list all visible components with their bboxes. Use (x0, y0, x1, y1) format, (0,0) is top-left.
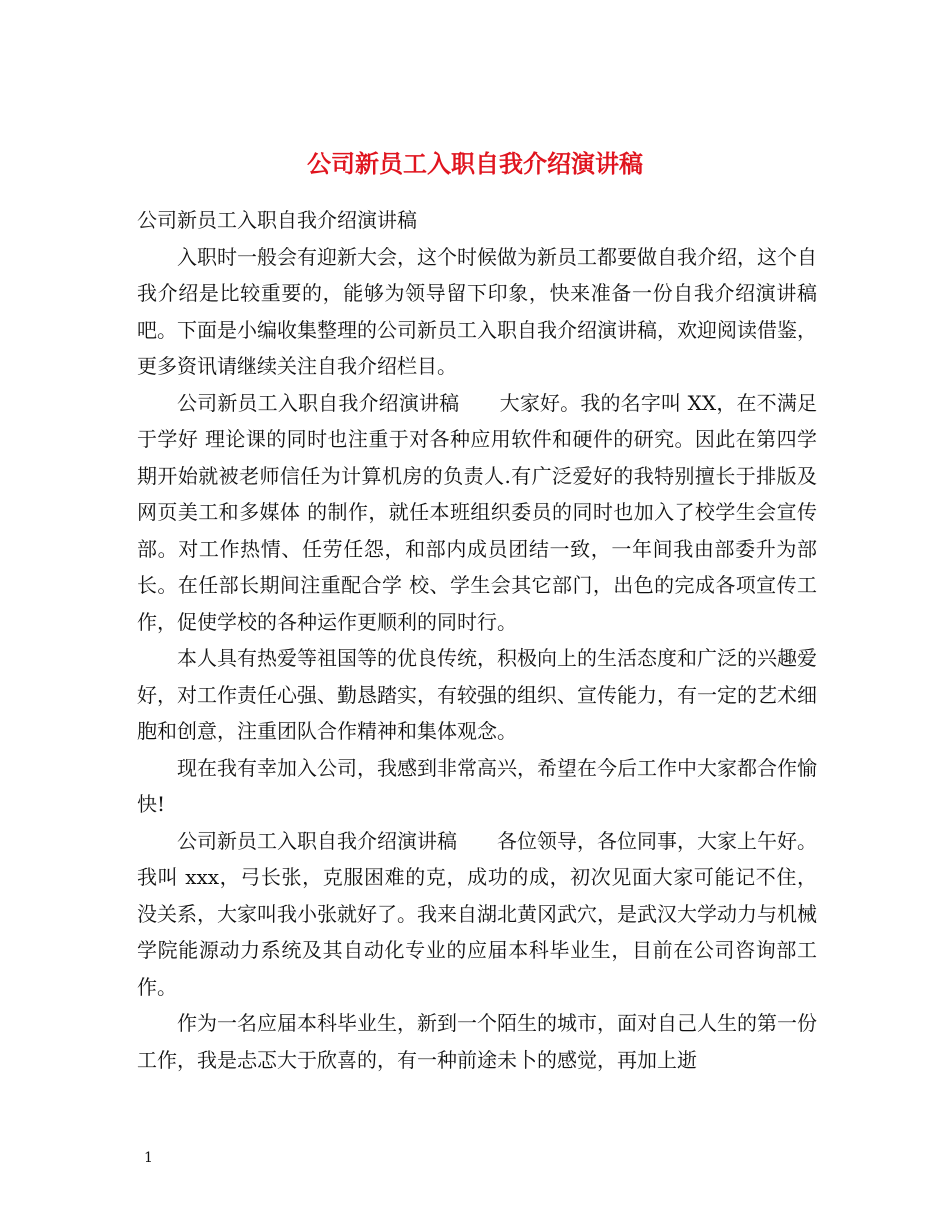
document-body (137, 202, 817, 1078)
document-subtitle: 公司新员工入职自我介绍演讲稿 (137, 208, 417, 232)
page-number: 1 (144, 1150, 153, 1166)
paragraph-graduate: 作为一名应届本科毕业生，新到一个陌生的城市，面对自己人生的第一份工作，我是忐忑大于欣喜的，有一种前途未卜的感觉，再加上逝 (137, 1011, 817, 1072)
paragraph-speech-2: 公司新员工入职自我介绍演讲稿 各位领导，各位同事，大家上午好。我叫 xxx，弓长张，克服困难的克，成功的成，初次见面大家可能记不住，没关系，大家叫我小张就好了。我来自湖北黄冈武穴，是武汉大学动力与机械学院能源动力系统及其自动化专业的应届本科毕业生，目前在公司咨询部工作。 (137, 828, 817, 999)
paragraph-personal-qualities: 本人具有热爱等祖国等的优良传统，积极向上的生活态度和广泛的兴趣爱好，对工作责任心强、勤恳踏实，有较强的组织、宣传能力，有一定的艺术细胞和创意，注重团队合作精神和集体观念。 (137, 646, 817, 743)
paragraph-speech-1: 公司新员工入职自我介绍演讲稿 大家好。我的名字叫 XX，在不满足于学好 理论课的同时也注重于对各种应用软件和硬件的研究。因此在第四学期开始就被老师信任为计算机房的负责人.有广泛爱好的我特别擅长于排版及网页美工和多媒体 的制作，就任本班组织委员的同时也加入了校学生会宣传部。对工作热情、任劳任怨，和部内成员团结一致，一年间我由部委升为部长。在任部长期间注重配合学 校、学生会其它部门，出色的完成各项宣传工作，促使学校的各种运作更顺利的同时行。 (137, 390, 817, 634)
paragraph-intro: 入职时一般会有迎新大会，这个时候做为新员工都要做自我介绍，这个自我介绍是比较重要的，能够为领导留下印象，快来准备一份自我介绍演讲稿吧。下面是小编收集整理的公司新员工入职自我介绍演讲稿，欢迎阅读借鉴，更多资讯请继续关注自我介绍栏目。 (137, 244, 817, 378)
paragraph-joining: 现在我有幸加入公司，我感到非常高兴，希望在今后工作中大家都合作愉快! (137, 755, 817, 816)
document-title: 公司新员工入职自我介绍演讲稿 (307, 149, 643, 179)
